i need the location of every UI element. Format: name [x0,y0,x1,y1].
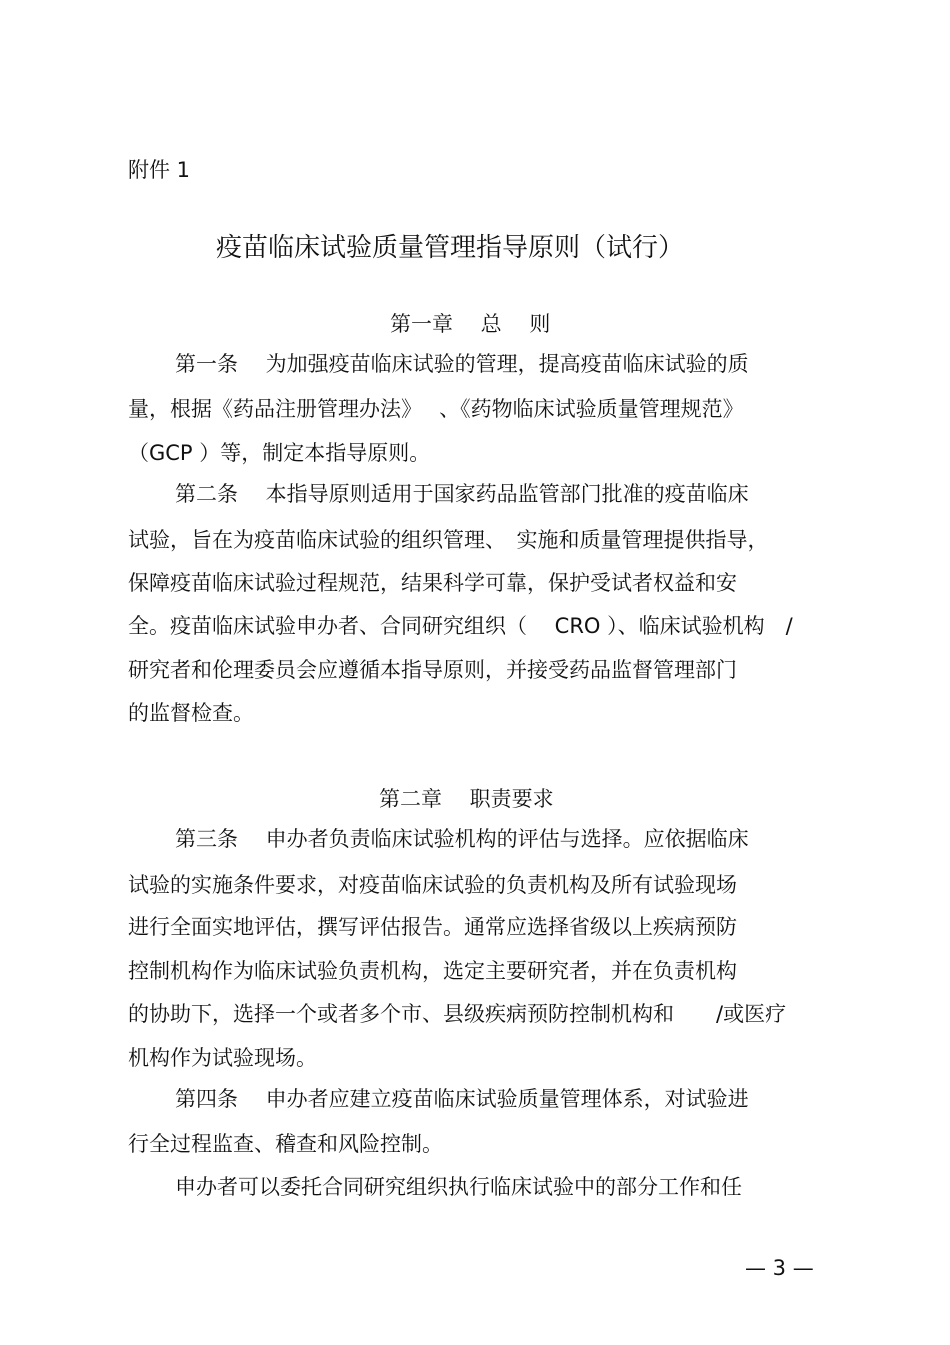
paragraph-line: 全。疫苗临床试验申办者、合同研究组织（ CRO ）、临床试验机构 / [128,614,793,638]
paragraph-line: 申办者可以委托合同研究组织执行临床试验中的部分工作和任 [175,1175,742,1199]
paragraph-line: 第二条 本指导原则适用于国家药品监管部门批准的疫苗临床 [175,482,749,506]
paragraph-line: 保障疫苗临床试验过程规范，结果科学可靠，保护受试者权益和安 [128,571,737,595]
paragraph-line: 的监督检查。 [128,701,254,725]
paragraph-line: 研究者和伦理委员会应遵循本指导原则，并接受药品监督管理部门 [128,658,737,682]
paragraph-line: 第一条 为加强疫苗临床试验的管理，提高疫苗临床试验的质 [175,352,749,376]
paragraph-line: 的协助下，选择一个或者多个市、县级疾病预防控制机构和 /或医疗 [128,1002,787,1026]
page-number: — 3 — [745,1256,814,1280]
document-title: 疫苗临床试验质量管理指导原则（试行） [216,233,685,263]
paragraph-line: 试验，旨在为疫苗临床试验的组织管理、 实施和质量管理提供指导， [128,528,769,552]
attachment-label: 附件 1 [128,158,191,182]
paragraph-line: 试验的实施条件要求，对疫苗临床试验的负责机构及所有试验现场 [128,873,737,897]
paragraph-line: 进行全面实地评估，撰写评估报告。通常应选择省级以上疾病预防 [128,915,737,939]
chapter-1-heading: 第一章 总 则 [390,312,551,336]
paragraph-line: 机构作为试验现场。 [128,1046,317,1070]
paragraph-line: （GCP ）等，制定本指导原则。 [128,441,431,465]
paragraph-line: 行全过程监查、稽查和风险控制。 [128,1132,443,1156]
paragraph-line: 控制机构作为临床试验负责机构，选定主要研究者，并在负责机构 [128,959,737,983]
paragraph-line: 第三条 申办者负责临床试验机构的评估与选择。应依据临床 [175,827,749,851]
paragraph-line: 第四条 申办者应建立疫苗临床试验质量管理体系，对试验进 [175,1087,749,1111]
chapter-2-heading: 第二章 职责要求 [379,787,554,811]
paragraph-line: 量，根据《药品注册管理办法》 、《药物临床试验质量管理规范》 [128,397,744,421]
